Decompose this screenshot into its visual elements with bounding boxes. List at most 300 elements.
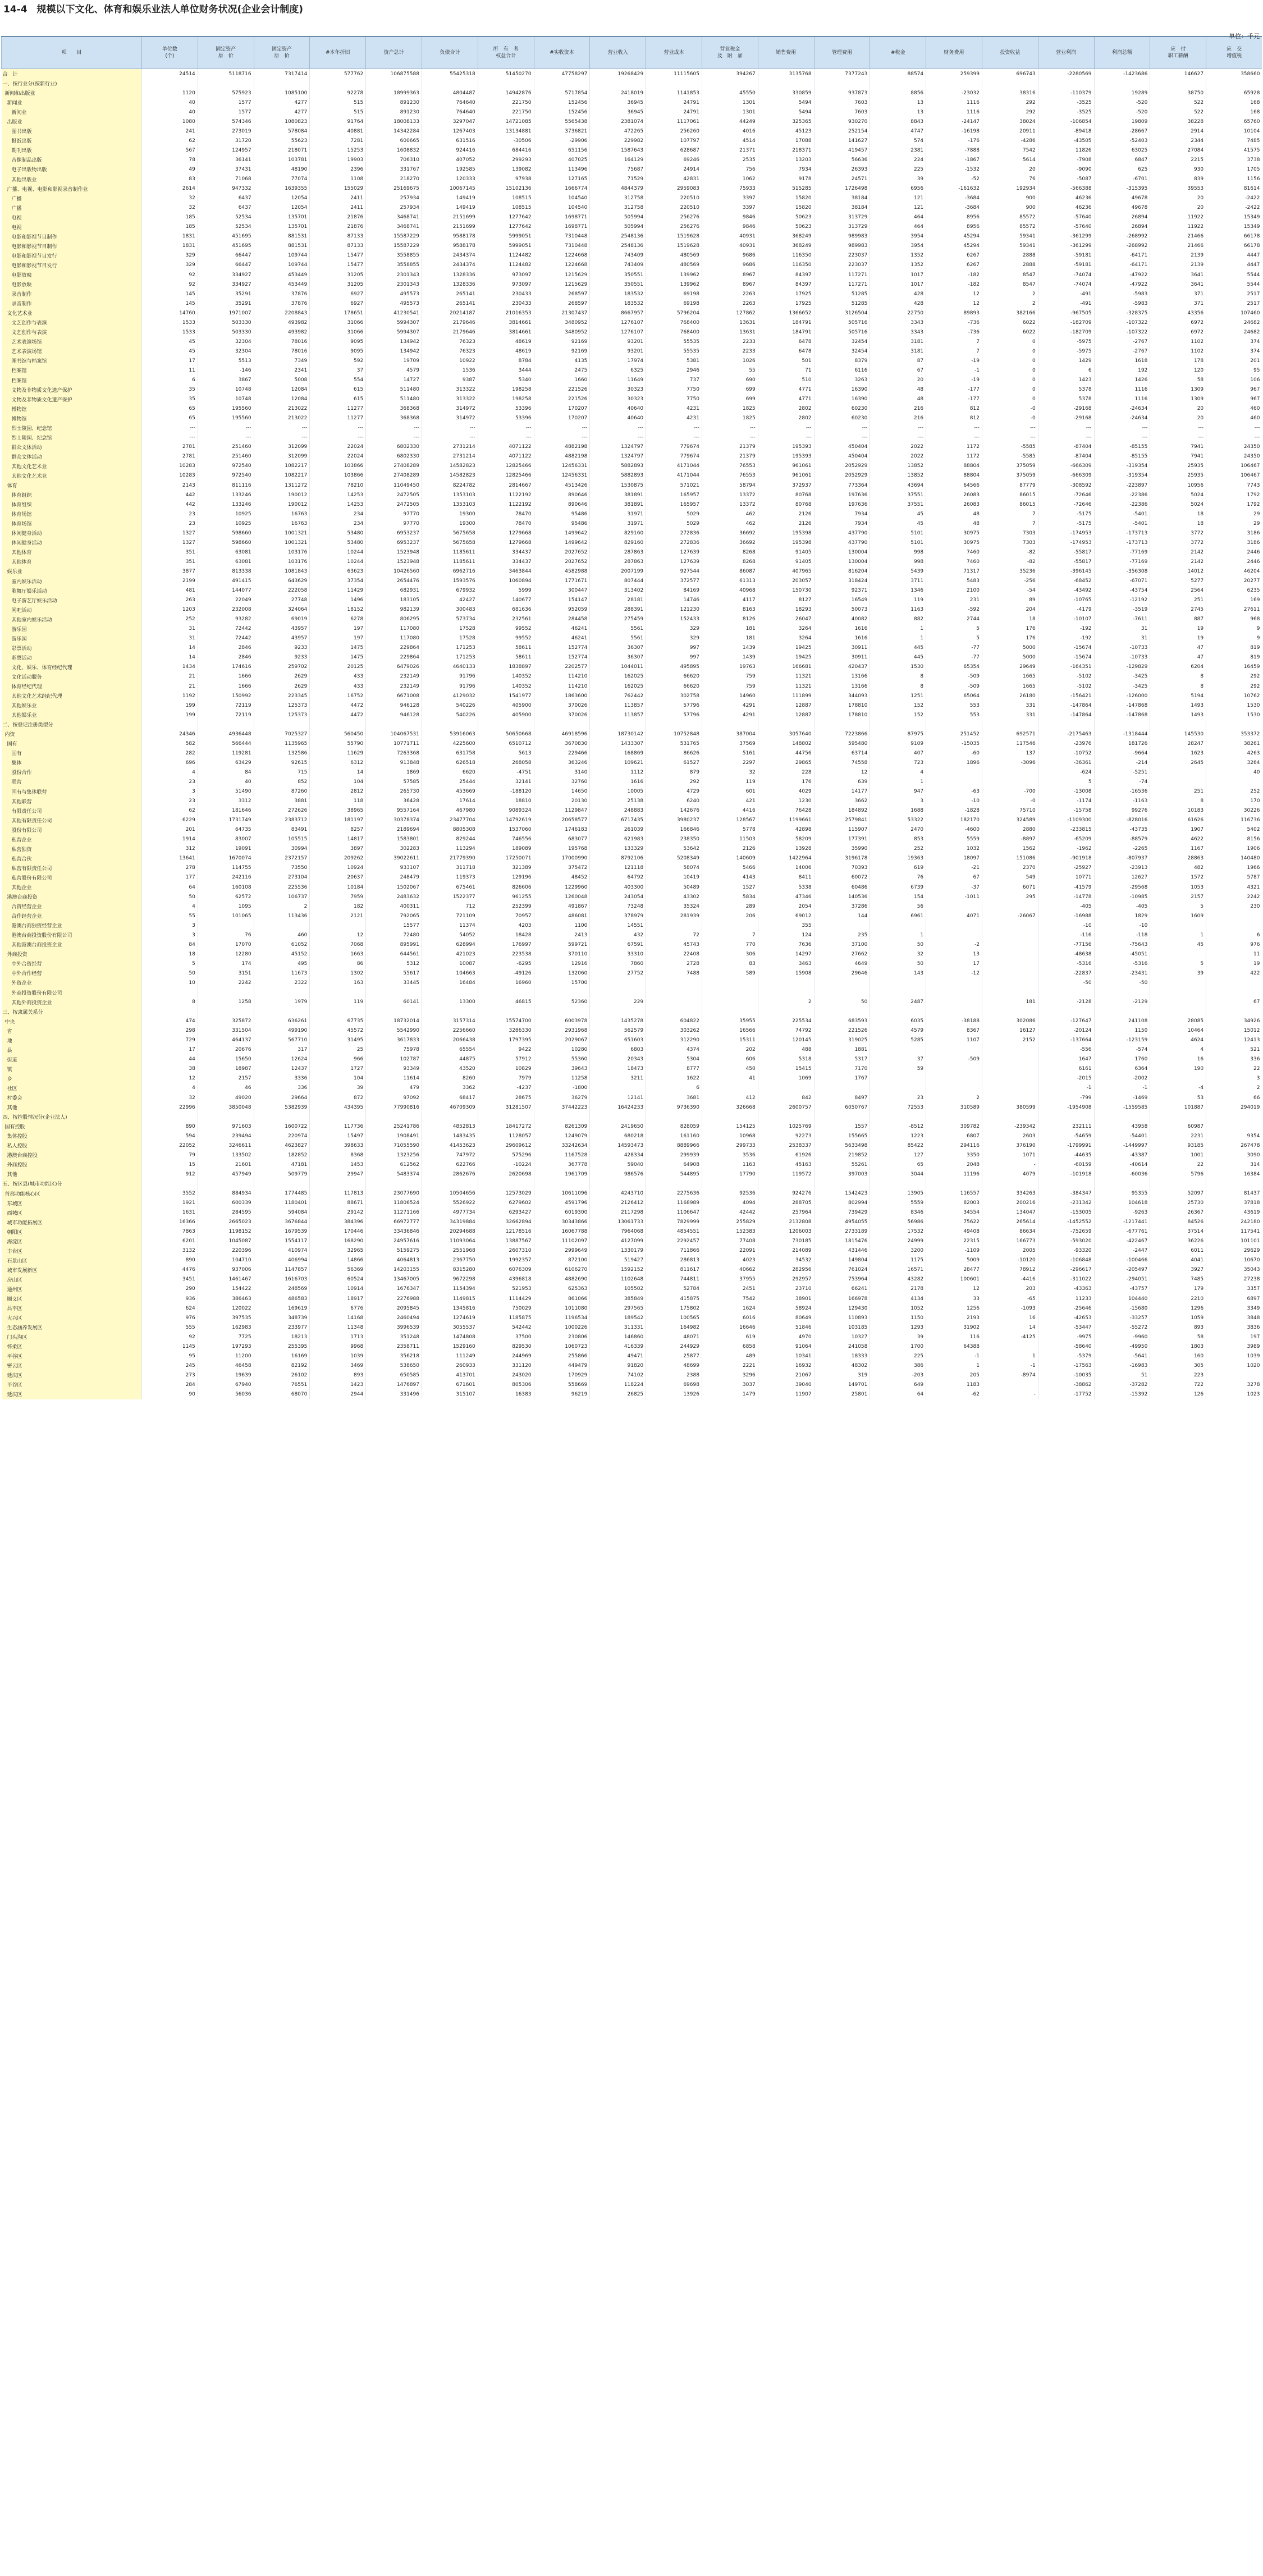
table-cell: 28085 (1150, 1017, 1206, 1026)
table-cell: 14727 (366, 376, 422, 385)
table-cell: 104618 (1094, 1198, 1150, 1208)
table-cell: 3264 (758, 624, 814, 634)
table-cell: -87404 (1038, 442, 1094, 452)
table-cell (926, 1007, 982, 1017)
table-cell: 451695 (198, 241, 254, 251)
table-cell: 23 (870, 1093, 926, 1102)
table-cell: 127639 (646, 557, 702, 566)
table-cell: -10733 (1094, 653, 1150, 662)
table-cell: 3397 (702, 194, 758, 203)
table-cell: 88671 (310, 1198, 366, 1208)
table-cell: 5999 (478, 586, 534, 596)
table-cell: 31902 (926, 1323, 982, 1332)
row-label: 中央 (2, 1017, 142, 1026)
table-cell: -294051 (1094, 1275, 1150, 1284)
table-cell: 4 (142, 902, 198, 911)
table-row (2, 404, 1262, 414)
table-cell: --- (702, 423, 758, 433)
table-cell: 7281 (310, 136, 366, 145)
table-cell: 315107 (422, 1389, 478, 1399)
table-cell: 6620 (422, 767, 478, 777)
table-cell: 2341 (254, 365, 310, 375)
table-cell: 1150 (1094, 1026, 1150, 1036)
table-cell: 146627 (1150, 69, 1206, 79)
table-cell: -1 (1038, 1083, 1094, 1093)
table-row (2, 1017, 1262, 1026)
table-cell: 4079 (982, 1169, 1038, 1179)
table-cell: 3057640 (758, 729, 814, 739)
table-cell: 16646 (702, 1323, 758, 1332)
table-cell: 1276107 (590, 327, 646, 337)
table-cell: -52403 (1094, 136, 1150, 145)
table-cell: 93349 (366, 1064, 422, 1074)
table-cell: 505994 (590, 213, 646, 222)
row-label: 私人控股 (2, 1141, 142, 1150)
table-cell: 1026 (702, 356, 758, 365)
table-cell: 10748 (198, 395, 254, 404)
table-cell: 41 (702, 1074, 758, 1083)
table-cell: 5000 (982, 653, 1038, 662)
table-cell: 204 (982, 605, 1038, 615)
table-cell: 10426560 (366, 566, 422, 576)
table-row (2, 902, 1262, 911)
table-cell: -1163 (1094, 797, 1150, 806)
table-row (2, 213, 1262, 222)
table-cell: 370110 (534, 949, 590, 959)
table-cell: 312758 (590, 194, 646, 203)
table-cell: 21067 (758, 1370, 814, 1380)
table-cell: 203 (982, 1284, 1038, 1294)
table-cell: 121230 (646, 605, 702, 615)
table-cell: 272626 (254, 806, 310, 816)
table-cell: 2411 (310, 194, 366, 203)
table-cell: 9354 (1206, 1131, 1262, 1141)
table-cell: -58640 (1038, 1342, 1094, 1351)
table-cell: 7460 (926, 547, 982, 557)
table-cell: 100565 (646, 1313, 702, 1323)
table-cell: 2121 (310, 911, 366, 921)
table-cell: 2126 (702, 844, 758, 854)
table-cell: 30378374 (366, 816, 422, 825)
table-cell: 511480 (366, 395, 422, 404)
table-cell: 4263 (1206, 748, 1262, 758)
table-cell: 6116 (814, 365, 870, 375)
table-cell: 72480 (366, 930, 422, 940)
table-cell (366, 79, 422, 88)
table-cell: 567710 (254, 1036, 310, 1045)
table-cell: 6076309 (478, 1265, 534, 1275)
table-cell: 966 (310, 1055, 366, 1064)
table-cell: 17532 (870, 1227, 926, 1237)
table-cell: 2292457 (646, 1237, 702, 1246)
table-cell: -10733 (1094, 643, 1150, 653)
table-cell: 331767 (366, 164, 422, 174)
table-cell: 747972 (422, 1150, 478, 1160)
table-cell: 130004 (814, 557, 870, 566)
table-cell: -328375 (1094, 308, 1150, 318)
table-cell: 4225600 (422, 739, 478, 748)
row-label: 体育场馆 (2, 509, 142, 519)
table-row (2, 634, 1262, 643)
table-cell: 329 (142, 260, 198, 270)
table-cell: --- (198, 433, 254, 442)
table-cell: 35955 (702, 1017, 758, 1026)
table-cell: 4852813 (422, 1122, 478, 1131)
table-cell: 554 (310, 376, 366, 385)
table-cell: 1124482 (478, 251, 534, 260)
table-cell: 8346 (870, 1208, 926, 1218)
table-cell: -311022 (1038, 1275, 1094, 1284)
table-cell: 174 (198, 959, 254, 968)
table-cell: 566444 (198, 739, 254, 748)
table-cell: 2413 (534, 930, 590, 940)
table-cell: 9 (1206, 634, 1262, 643)
table-cell: 3181 (870, 337, 926, 346)
table-cell: 14792619 (478, 816, 534, 825)
table-cell: 6847 (1094, 155, 1150, 164)
table-cell: 43302 (646, 892, 702, 902)
table-cell (198, 1007, 254, 1017)
table-cell: 5675658 (422, 528, 478, 538)
table-cell: 368249 (758, 232, 814, 241)
table-cell: 6478 (758, 337, 814, 346)
table-cell: 49678 (1094, 203, 1150, 213)
table-row (2, 701, 1262, 710)
table-cell: 169619 (254, 1303, 310, 1313)
table-cell: 61626 (1150, 816, 1206, 825)
table-cell: 2052929 (814, 461, 870, 471)
table-cell: 715 (254, 767, 310, 777)
table-cell: 1274619 (422, 1313, 478, 1323)
table-cell: 3055537 (422, 1323, 478, 1332)
table-cell: 18152 (310, 605, 366, 615)
table-cell: 4640133 (422, 662, 478, 672)
table-cell: 4579 (366, 365, 422, 375)
table-cell: 52360 (534, 998, 590, 1007)
table-cell: 104540 (534, 203, 590, 213)
table-cell: 53480 (310, 538, 366, 547)
table-cell: -55272 (1094, 1323, 1150, 1332)
table-cell: 117813 (310, 1188, 366, 1198)
table-cell: 651156 (534, 145, 590, 155)
table-cell (366, 1179, 422, 1188)
column-header: 销售费用 (758, 36, 814, 69)
table-cell: -23976 (1038, 739, 1094, 748)
table-cell: 40968 (702, 586, 758, 596)
row-label: 有限责任公司 (2, 806, 142, 816)
table-cell (982, 1342, 1038, 1351)
table-cell: 20 (982, 164, 1038, 174)
table-cell: 104663 (422, 968, 478, 978)
table-row (2, 930, 1262, 940)
table-cell (1150, 949, 1206, 959)
table-cell: 127639 (646, 547, 702, 557)
table-cell: --- (366, 423, 422, 433)
table-cell: 20 (1150, 414, 1206, 423)
row-label: 港澳台商投资 (2, 892, 142, 902)
table-cell: -41579 (1038, 882, 1094, 892)
table-cell (1150, 79, 1206, 88)
table-cell: 64 (870, 1389, 926, 1399)
table-cell: 11503 (702, 835, 758, 844)
table-cell: 257934 (366, 203, 422, 213)
table-cell: 890646 (534, 500, 590, 509)
table-cell: 4649 (814, 959, 870, 968)
table-cell: 113436 (254, 911, 310, 921)
table-cell: 3343 (870, 327, 926, 337)
table-cell: 12141 (590, 1093, 646, 1102)
table-cell: 9233 (254, 643, 310, 653)
table-cell: 35236 (982, 566, 1038, 576)
table-cell: 3044 (870, 1169, 926, 1179)
table-cell: 145 (142, 289, 198, 299)
table-cell: 241108 (1094, 1017, 1150, 1026)
table-cell: 149419 (422, 203, 478, 213)
table-cell: 13166 (814, 672, 870, 681)
table-cell: 101065 (198, 911, 254, 921)
table-cell: 3186 (1206, 528, 1262, 538)
row-label: 文化、娱乐、体育经纪代理 (2, 662, 142, 672)
table-cell: 32 (702, 767, 758, 777)
table-cell: 36428 (366, 797, 422, 806)
table-cell: 406994 (254, 1256, 310, 1265)
table-cell: 268597 (534, 299, 590, 308)
table-cell: 2744 (926, 615, 982, 624)
table-cell: 37876 (254, 299, 310, 308)
table-cell: 761024 (814, 1265, 870, 1275)
table-cell: 128567 (702, 816, 758, 825)
table-cell (982, 1093, 1038, 1102)
row-label: 外商控股 (2, 1160, 142, 1169)
table-cell: 126 (1150, 1389, 1206, 1399)
table-row (2, 892, 1262, 902)
table-cell: -799 (1038, 1093, 1094, 1102)
table-cell: 13905 (870, 1188, 926, 1198)
table-cell: 5 (1038, 777, 1094, 786)
table-cell (982, 930, 1038, 940)
table-cell: 8379 (814, 356, 870, 365)
table-cell: 1971007 (198, 308, 254, 318)
table-cell: 2381 (870, 145, 926, 155)
table-cell: 24682 (1206, 327, 1262, 337)
table-cell: 44756 (758, 748, 814, 758)
table-row (2, 615, 1262, 624)
table-cell: 592 (310, 356, 366, 365)
table-row (2, 145, 1262, 155)
table-cell: 1080 (142, 117, 198, 126)
table-cell: 218071 (254, 145, 310, 155)
table-cell: 2215 (1150, 155, 1206, 164)
table-cell: 10829 (478, 1064, 534, 1074)
table-cell: -14778 (1038, 892, 1094, 902)
table-cell: 50 (142, 968, 198, 978)
table-cell: 38184 (814, 203, 870, 213)
table-cell: 3469 (310, 1361, 366, 1370)
table-row (2, 1265, 1262, 1275)
table-cell: 17000990 (534, 854, 590, 863)
table-cell: 244969 (478, 1351, 534, 1361)
table-cell: 2048 (926, 1160, 982, 1169)
table-cell: 7377243 (814, 69, 870, 79)
column-header: #税金 (870, 36, 926, 69)
table-cell: 407052 (422, 155, 478, 164)
table-cell: 853 (870, 835, 926, 844)
table-cell: 17 (142, 1045, 198, 1055)
table-cell: 7603 (814, 107, 870, 117)
row-label: 私营企业 (2, 835, 142, 844)
table-cell: 29649 (982, 662, 1038, 672)
table-cell: 45152 (254, 949, 310, 959)
table-cell: 46236 (1038, 194, 1094, 203)
table-cell: 3 (142, 921, 198, 930)
table-cell: 299733 (702, 1141, 758, 1150)
table-cell: 47 (1150, 643, 1206, 653)
table-cell: 34319884 (422, 1218, 478, 1227)
table-cell: 21779390 (422, 854, 478, 863)
table-cell: 72119 (198, 710, 254, 720)
table-cell: 2888 (982, 251, 1038, 260)
table-row (2, 643, 1262, 653)
table-cell: 38901 (758, 1294, 814, 1303)
table-cell: 225 (870, 1351, 926, 1361)
table-cell: 64388 (926, 1342, 982, 1351)
table-cell: 260933 (422, 1361, 478, 1370)
table-cell: 5118716 (198, 69, 254, 79)
table-cell: 312290 (646, 1036, 702, 1045)
table-row (2, 251, 1262, 260)
table-cell: 43356 (1150, 308, 1206, 318)
table-cell: 46815 (478, 998, 534, 1007)
table-cell: 510 (758, 376, 814, 385)
table-cell: 10 (142, 978, 198, 987)
table-cell: 164129 (590, 155, 646, 164)
table-cell: 83007 (198, 835, 254, 844)
table-cell: 378979 (590, 911, 646, 921)
table-cell: 515285 (758, 184, 814, 194)
table-cell: 842 (758, 1093, 814, 1102)
table-cell: 284458 (534, 615, 590, 624)
table-cell: 1670074 (198, 854, 254, 863)
table-cell: 24571 (814, 175, 870, 184)
table-cell: 27611 (1206, 605, 1262, 615)
table-cell: -1449997 (1094, 1141, 1150, 1150)
table-cell: -624 (1038, 767, 1094, 777)
table-cell: 11200 (198, 1351, 254, 1361)
table-cell: 9178 (758, 175, 814, 184)
table-cell: 15820 (758, 194, 814, 203)
table-cell: 16484 (422, 978, 478, 987)
table-cell: -666309 (1038, 471, 1094, 481)
table-cell: 1519628 (646, 232, 702, 241)
row-label: 新闻和出版业 (2, 88, 142, 98)
table-cell: -10035 (1038, 1370, 1094, 1380)
table-cell: --- (758, 423, 814, 433)
table-cell: 15587229 (366, 241, 422, 251)
table-cell: 4041 (1150, 1256, 1206, 1265)
table-cell: -129829 (1094, 662, 1150, 672)
table-cell: 110893 (814, 1313, 870, 1323)
table-cell: 104 (310, 777, 366, 786)
table-cell: 30911 (814, 653, 870, 662)
table-cell: 6 (1038, 365, 1094, 375)
table-cell: 45294 (926, 241, 982, 251)
table-cell: 1328336 (422, 270, 478, 280)
table-cell: 311331 (590, 1323, 646, 1332)
table-cell: -29568 (1094, 882, 1150, 892)
table-cell: 25241786 (366, 1122, 422, 1131)
table-cell: 4 (870, 767, 926, 777)
table-cell: 1592152 (590, 1265, 646, 1275)
table-cell: 71068 (198, 175, 254, 184)
table-cell: 9686 (702, 251, 758, 260)
table-cell: 6961 (870, 911, 926, 921)
table-cell: 1116 (926, 107, 982, 117)
table-cell: 144 (814, 911, 870, 921)
table-cell: -38188 (926, 1017, 982, 1026)
table-cell: -89418 (1038, 126, 1094, 136)
table-cell: 1 (982, 1351, 1038, 1361)
table-cell: 375059 (982, 471, 1038, 481)
table-cell: 95486 (534, 509, 590, 519)
table-cell: -5316 (1094, 959, 1150, 968)
table-cell (1206, 1007, 1262, 1017)
table-cell: 22049 (198, 596, 254, 605)
table-cell: 812 (926, 414, 982, 423)
table-cell: 1324797 (590, 442, 646, 452)
table-cell: --- (1038, 433, 1094, 442)
table-cell: 2946 (646, 365, 702, 375)
table-cell: 25935 (1150, 471, 1206, 481)
table-cell: 223538 (478, 949, 534, 959)
table-cell: 3814661 (478, 327, 534, 337)
table-cell: 48452 (534, 873, 590, 882)
table-cell: 17925 (758, 299, 814, 308)
table-cell: 4277 (254, 107, 310, 117)
table-cell: 91796 (422, 681, 478, 691)
table-cell: 2344 (1150, 136, 1206, 145)
table-cell: 321389 (478, 863, 534, 873)
table-cell: 1062 (702, 175, 758, 184)
table-row (2, 289, 1262, 299)
table-cell: 243054 (590, 892, 646, 902)
table-cell: 5999051 (478, 232, 534, 241)
table-cell: 106737 (254, 892, 310, 902)
table-cell: 1869 (366, 767, 422, 777)
table-cell: 924416 (422, 145, 478, 155)
table-cell: -188120 (478, 787, 534, 797)
table-cell: 1831 (142, 232, 198, 241)
table-cell: 11 (1206, 949, 1262, 959)
table-cell: 5312 (366, 959, 422, 968)
table-cell: 117271 (814, 280, 870, 289)
table-cell: 125373 (254, 701, 310, 710)
table-cell: 4882198 (534, 442, 590, 452)
table-cell: 20125 (310, 662, 366, 672)
table-cell: -174953 (1038, 538, 1094, 547)
table-cell: 2027652 (534, 557, 590, 566)
row-label: 平谷区 (2, 1351, 142, 1361)
table-cell: --- (254, 433, 310, 442)
table-cell: --- (702, 433, 758, 442)
table-cell: 575923 (198, 88, 254, 98)
table-cell: 55360 (534, 1055, 590, 1064)
table-cell: 34532 (758, 1256, 814, 1265)
table-cell: 241058 (814, 1342, 870, 1351)
table-cell: 2 (758, 998, 814, 1007)
table-cell: 852 (254, 777, 310, 786)
table-cell: 171253 (422, 653, 478, 662)
row-label: 体育组织 (2, 490, 142, 500)
